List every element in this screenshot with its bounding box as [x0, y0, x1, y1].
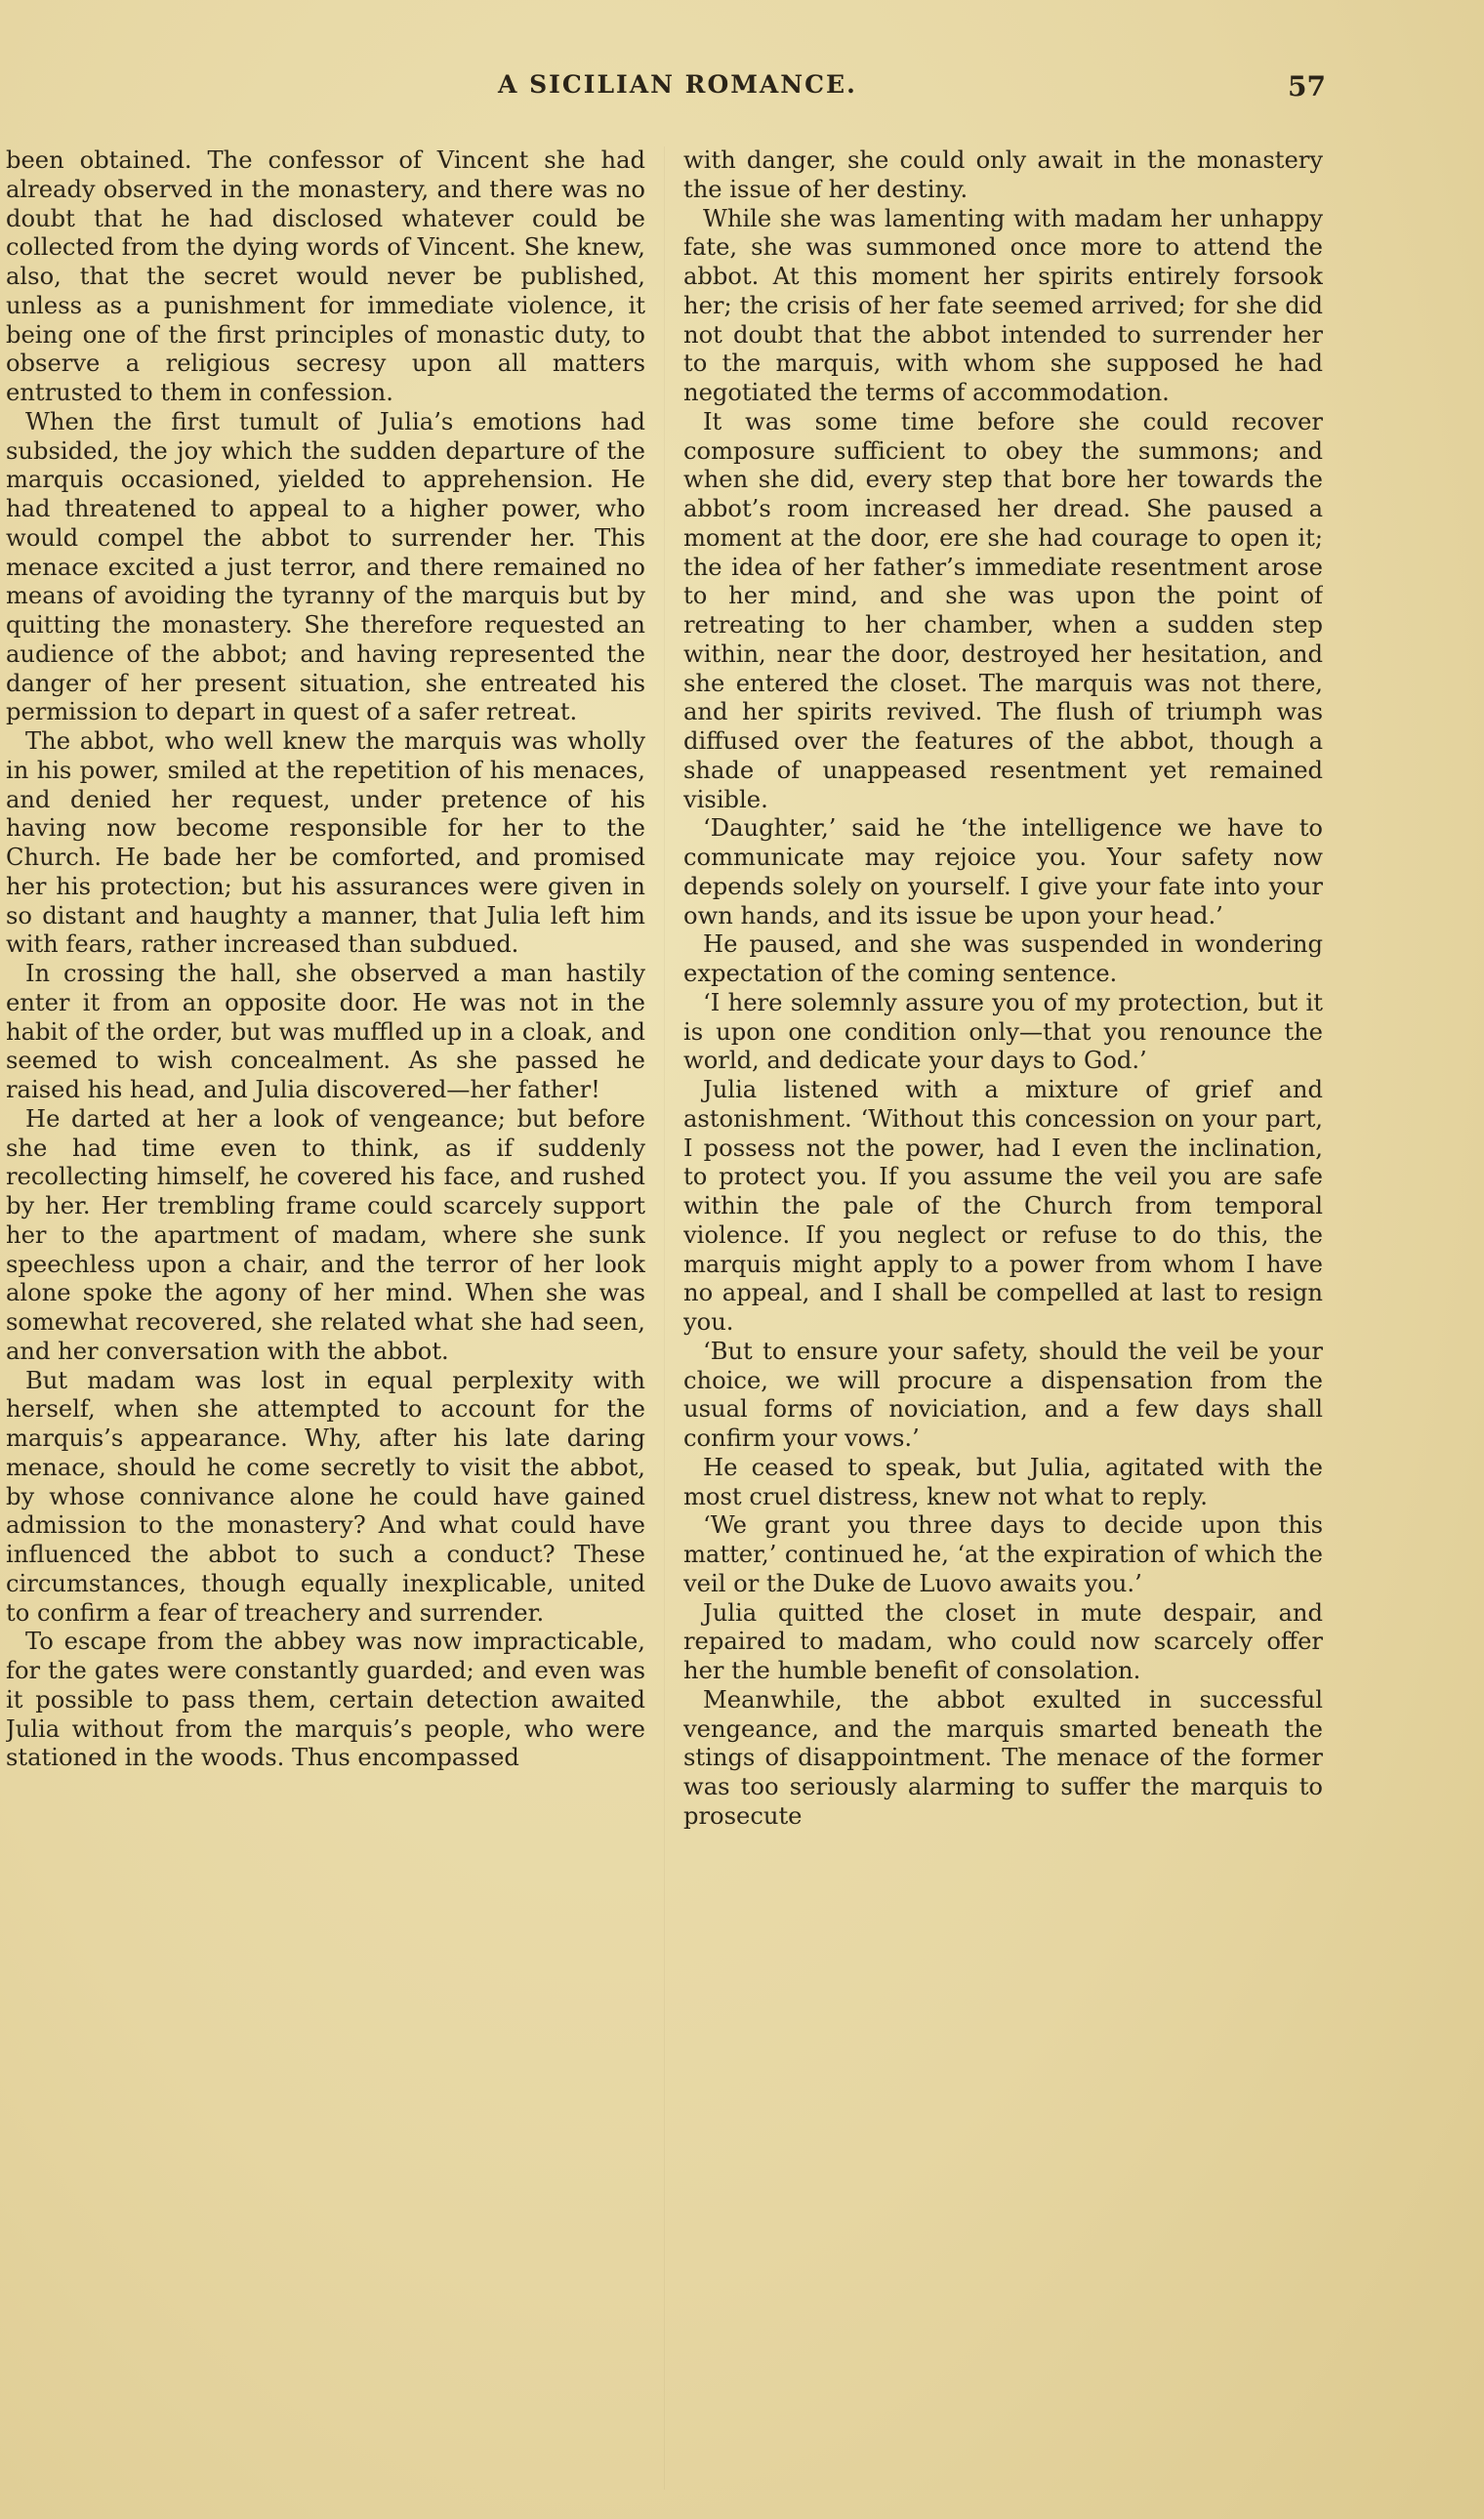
paragraph: He paused, and she was suspended in wondering expectation of the coming sentence.	[683, 930, 1323, 987]
left-column	[6, 146, 645, 2490]
paragraph: But madam was lost in equal perplexity with herself, when she attempted to account for the marquis’s appearance. Why, after his late daring menace, should he come secretly to visit the abbot, by whose connivance alone he could have gained admission to the monastery? And what could have influenced the abbot to such a conduct? These circumstances, though equally inexplicable, united to confirm a fear of treachery and surrender.	[6, 1366, 645, 1627]
paragraph: He ceased to speak, but Julia, agitated with the most cruel distress, knew not what to reply.	[683, 1453, 1323, 1510]
paragraph: ‘We grant you three days to decide upon this matter,’ continued he, ‘at the expiration of which the veil or the Duke de Luovo awaits you.’	[683, 1511, 1323, 1597]
page-number: 57	[1288, 70, 1326, 103]
paragraph: Julia listened with a mixture of grief and astonishment. ‘Without this concession on your part, I possess not the power, had I even the inclination, to protect you. If you assume the veil you are safe within the pale of the Church from temporal violence. If you neglect or refuse to do this, the marquis might apply to a power from whom I have no appeal, and I shall be compelled at last to resign you.	[683, 1076, 1323, 1336]
paragraph: The abbot, who well knew the marquis was wholly in his power, smiled at the repetition of his menaces, and denied her request, under pretence of his having now become responsible for her to the Church. He bade her be comforted, and promised her his protection; but his assurances were given in so distant and haughty a manner, that Julia left him with fears, rather increased than subdued.	[6, 727, 645, 959]
paragraph: He darted at her a look of vengeance; but before she had time even to think, as if suddenly recollecting himself, he covered his face, and rushed by her. Her trembling frame could scarcely support her to the apartment of madam, where she sunk speechless upon a chair, and the terror of her look alone spoke the agony of her mind. When she was somewhat recovered, she related what she had seen, and her conversation with the abbot.	[6, 1104, 645, 1365]
paragraph: When the first tumult of Julia’s emotions had subsided, the joy which the sudden departure of the marquis occasioned, yielded to apprehension. He had threatened to appeal to a higher power, who would compel the abbot to surrender her. This menace excited a just terror, and there remained no means of avoiding the tyranny of the marquis but by quitting the monastery. She therefore requested an audience of the abbot; and having represented the danger of her present situation, she entreated his permission to depart in quest of a safer retreat.	[6, 407, 645, 726]
running-head	[0, 70, 1484, 119]
paragraph: ‘But to ensure your safety, should the veil be your choice, we will procure a dispensation from the usual forms of noviciation, and a few days shall confirm your vows.’	[683, 1337, 1323, 1452]
paragraph: ‘Daughter,’ said he ‘the intelligence we have to communicate may rejoice you. Your safety now depends solely on yourself. I give your fate into your own hands, and its issue be upon your head.’	[683, 814, 1323, 929]
paragraph: While she was lamenting with madam her unhappy fate, she was summoned once more to attend the abbot. At this moment her spirits entirely forsook her; the crisis of her fate seemed arrived; for she did not doubt that the abbot intended to surrender her to the marquis, with whom she supposed he had negotiated the terms of accommodation.	[683, 204, 1323, 406]
paragraph: with danger, she could only await in the monastery the issue of her destiny.	[683, 146, 1323, 203]
paragraph: In crossing the hall, she observed a man hastily enter it from an opposite door. He was not in the habit of the order, but was muffled up in a cloak, and seemed to wish concealment. As she passed he raised his head, and Julia discovered—her father!	[6, 960, 645, 1103]
text-columns	[0, 146, 1484, 2499]
paragraph: ‘I here solemnly assure you of my protection, but it is upon one condition only—that you renounce the world, and dedicate your days to God.’	[683, 988, 1323, 1075]
paragraph: Meanwhile, the abbot exulted in successful vengeance, and the marquis smarted beneath the stings of disappointment. The menace of the former was too seriously alarming to suffer the marquis to prosecute	[683, 1685, 1323, 1830]
paragraph: It was some time before she could recover composure sufficient to obey the summons; and when she did, every step that bore her towards the abbot’s room increased her dread. She paused a moment at the door, ere she had courage to open it; the idea of her father’s immediate resentment arose to her mind, and she was upon the point of retreating to her chamber, when a sudden step within, near the door, destroyed her hesitation, and she entered the closet. The marquis was not there, and her spirits revived. The flush of triumph was diffused over the features of the abbot, though a shade of unappeased resentment yet remained visible.	[683, 407, 1323, 813]
paragraph: To escape from the abbey was now impracticable, for the gates were constantly guarded; and even was it possible to pass them, certain detection awaited Julia without from the marquis’s people, who were stationed in the woods. Thus encompassed	[6, 1628, 645, 1772]
paragraph: been obtained. The confessor of Vincent she had already observed in the monastery, and there was no doubt that he had disclosed whatever could be collected from the dying words of Vincent. She knew, also, that the secret would never be published, unless as a punishment for immediate violence, it being one of the first principles of monastic duty, to observe a religious secresy upon all matters entrusted to them in confession.	[6, 146, 645, 406]
right-column	[683, 146, 1323, 2490]
paragraph: Julia quitted the closet in mute despair, and repaired to madam, who could now scarcely offer her the humble benefit of consolation.	[683, 1598, 1323, 1684]
running-title: A SICILIAN ROMANCE.	[498, 70, 857, 99]
